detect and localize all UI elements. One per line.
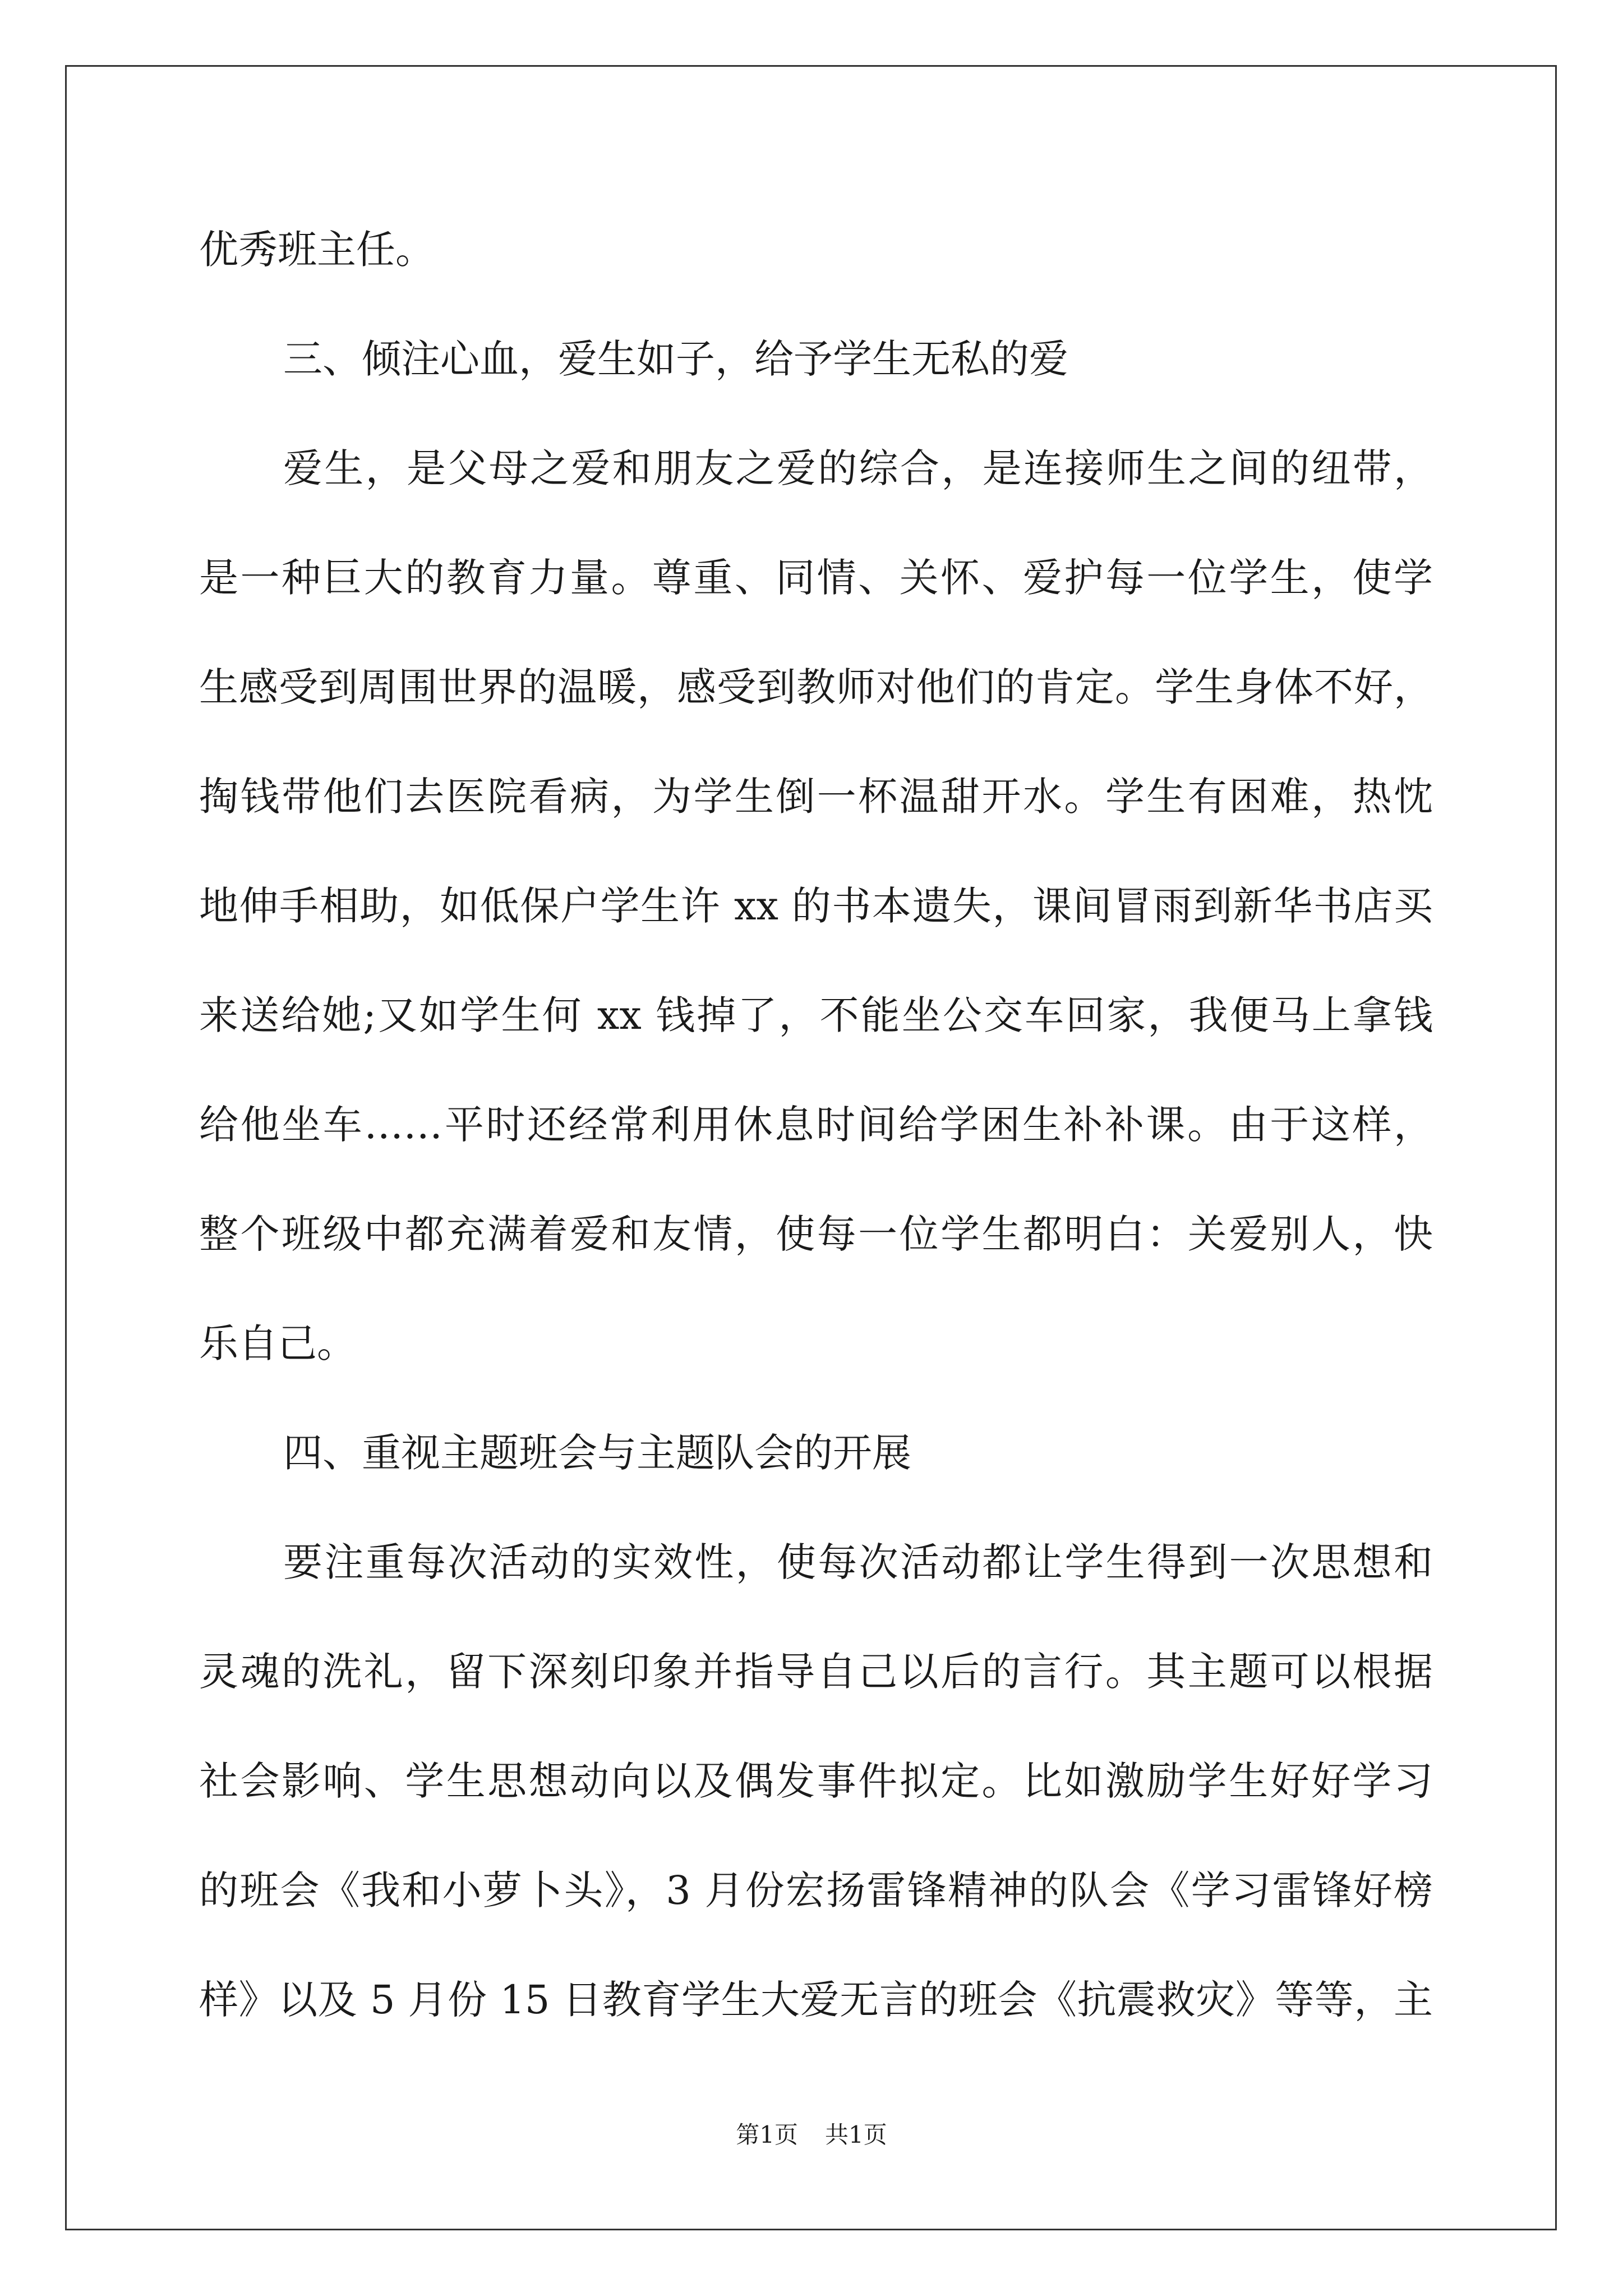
- paragraph-line: 的班会《我和小萝卜头》，3 月份宏扬雷锋精神的队会《学习雷锋好榜: [199, 1867, 1433, 1913]
- paragraph-line: 掏钱带他们去医院看病，为学生倒一杯温甜开水。学生有困难，热忱: [199, 774, 1433, 820]
- page-footer: [0, 2119, 1623, 2151]
- paragraph-line: 优秀班主任。: [199, 227, 435, 273]
- paragraph-line: 来送给她;又如学生何 xx 钱掉了，不能坐公交车回家，我便马上拿钱: [199, 992, 1433, 1038]
- paragraph-line: 是一种巨大的教育力量。尊重、同情、关怀、爱护每一位学生，使学: [199, 555, 1433, 601]
- paragraph-line: 社会影响、学生思想动向以及偶发事件拟定。比如激励学生好好学习: [199, 1758, 1433, 1804]
- paragraph-line: 地伸手相助，如低保户学生许 xx 的书本遗失，课间冒雨到新华书店买: [199, 883, 1433, 929]
- paragraph-line: 样》以及 5 月份 15 日教育学生大爱无言的班会《抗震救灾》等等，主: [199, 1977, 1433, 2023]
- section-heading: 三、倾注心血，爱生如子，给予学生无私的爱: [283, 336, 1068, 382]
- paragraph-line: 爱生，是父母之爱和朋友之爱的综合，是连接师生之间的纽带，: [283, 445, 1433, 491]
- page-total: 共1页: [825, 2121, 887, 2148]
- paragraph-line: 灵魂的洗礼，留下深刻印象并指导自己以后的言行。其主题可以根据: [199, 1649, 1433, 1695]
- paragraph-line: 整个班级中都充满着爱和友情，使每一位学生都明白：关爱别人，快: [199, 1211, 1433, 1257]
- paragraph-line: 生感受到周围世界的温暖，感受到教师对他们的肯定。学生身体不好，: [199, 664, 1433, 710]
- paragraph-line: 要注重每次活动的实效性，使每次活动都让学生得到一次思想和: [283, 1539, 1433, 1585]
- section-heading: 四、重视主题班会与主题队会的开展: [283, 1430, 911, 1476]
- paragraph-line: 给他坐车……平时还经常利用休息时间给学困生补补课。由于这样，: [199, 1102, 1433, 1148]
- paragraph-line: 乐自己。: [199, 1320, 356, 1366]
- page-number: 第1页: [736, 2121, 798, 2148]
